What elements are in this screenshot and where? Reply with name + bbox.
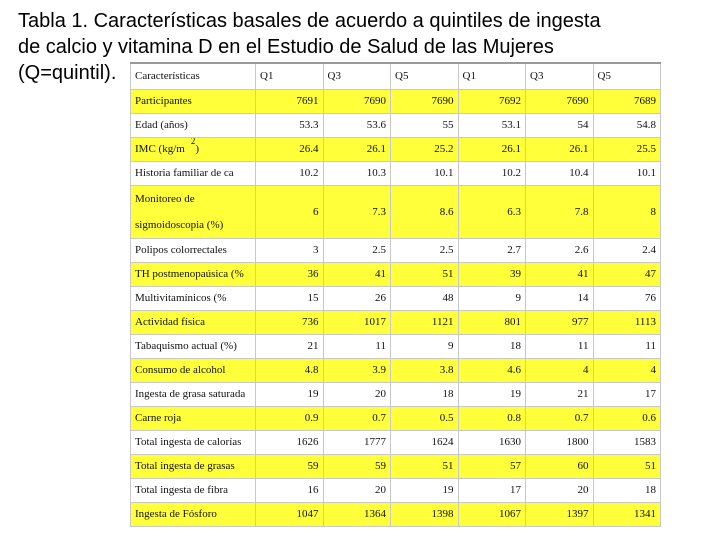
value-cell: 10.3 bbox=[323, 161, 391, 185]
value-cell: 7690 bbox=[323, 89, 391, 113]
row-label bbox=[131, 113, 256, 137]
row-label bbox=[131, 502, 256, 526]
row-label bbox=[131, 89, 256, 113]
value-cell: 1583 bbox=[593, 430, 661, 454]
value-cell: 9 bbox=[391, 334, 459, 358]
table-row bbox=[131, 358, 661, 382]
row-label-text: Consumo de alcohol bbox=[135, 364, 226, 376]
value-cell: 57 bbox=[458, 454, 526, 478]
value-cell: 0.7 bbox=[526, 406, 594, 430]
value-cell: 3 bbox=[256, 238, 324, 262]
row-label bbox=[131, 137, 256, 161]
table-row bbox=[131, 137, 661, 161]
value-cell: 4.6 bbox=[458, 358, 526, 382]
value-cell: 2.4 bbox=[593, 238, 661, 262]
row-label-superscript: 2 bbox=[190, 137, 196, 146]
table-row bbox=[131, 185, 661, 238]
value-cell: 1017 bbox=[323, 310, 391, 334]
row-label-text: Polipos colorrectales bbox=[135, 244, 227, 256]
row-label bbox=[131, 334, 256, 358]
header-q3-calcium: Q3 bbox=[323, 63, 391, 89]
value-cell: 2.5 bbox=[323, 238, 391, 262]
row-label bbox=[131, 454, 256, 478]
value-cell: 26 bbox=[323, 286, 391, 310]
value-cell: 7690 bbox=[526, 89, 594, 113]
table-row bbox=[131, 238, 661, 262]
value-cell: 1624 bbox=[391, 430, 459, 454]
value-cell: 8.6 bbox=[391, 185, 459, 238]
value-cell: 4 bbox=[593, 358, 661, 382]
row-label-text: TH postmenopaúsica (% bbox=[135, 268, 244, 280]
table-row bbox=[131, 454, 661, 478]
value-cell: 0.7 bbox=[323, 406, 391, 430]
table-row bbox=[131, 89, 661, 113]
row-label-text: Multivitamínicos (% bbox=[135, 292, 227, 304]
value-cell: 7690 bbox=[391, 89, 459, 113]
row-label-line-1: Monitoreo de bbox=[135, 192, 195, 205]
row-label-text: Historia familiar de ca bbox=[135, 167, 234, 179]
table-row bbox=[131, 310, 661, 334]
row-label bbox=[131, 406, 256, 430]
value-cell: 9 bbox=[458, 286, 526, 310]
table-row bbox=[131, 113, 661, 137]
row-label-text: Carne roja bbox=[135, 412, 182, 424]
value-cell: 10.2 bbox=[458, 161, 526, 185]
value-cell: 1047 bbox=[256, 502, 324, 526]
value-cell: 14 bbox=[526, 286, 594, 310]
value-cell: 39 bbox=[458, 262, 526, 286]
value-cell: 3.8 bbox=[391, 358, 459, 382]
value-cell: 20 bbox=[323, 478, 391, 502]
value-cell: 53.6 bbox=[323, 113, 391, 137]
value-cell: 54.8 bbox=[593, 113, 661, 137]
table-row bbox=[131, 478, 661, 502]
header-characteristics: Características bbox=[131, 63, 256, 89]
row-label-text: Ingesta de grasa saturada bbox=[135, 388, 246, 400]
row-label-text: Total ingesta de fibra bbox=[135, 484, 229, 496]
value-cell: 36 bbox=[256, 262, 324, 286]
header-q5-calcium: Q5 bbox=[391, 63, 459, 89]
header-q1-vitamin-d: Q1 bbox=[458, 63, 526, 89]
row-label-text: Total ingesta de calorías bbox=[135, 436, 242, 448]
value-cell: 53.3 bbox=[256, 113, 324, 137]
value-cell: 10.2 bbox=[256, 161, 324, 185]
value-cell: 736 bbox=[256, 310, 324, 334]
value-cell: 19 bbox=[391, 478, 459, 502]
value-cell: 3.9 bbox=[323, 358, 391, 382]
value-cell: 1777 bbox=[323, 430, 391, 454]
value-cell: 20 bbox=[323, 382, 391, 406]
value-cell: 4.8 bbox=[256, 358, 324, 382]
value-cell: 1397 bbox=[526, 502, 594, 526]
value-cell: 977 bbox=[526, 310, 594, 334]
value-cell: 47 bbox=[593, 262, 661, 286]
value-cell: 7.3 bbox=[323, 185, 391, 238]
value-cell: 60 bbox=[526, 454, 594, 478]
value-cell: 26.1 bbox=[458, 137, 526, 161]
value-cell: 25.5 bbox=[593, 137, 661, 161]
value-cell: 0.5 bbox=[391, 406, 459, 430]
value-cell: 7692 bbox=[458, 89, 526, 113]
header-q5-vitamin-d: Q5 bbox=[593, 63, 661, 89]
value-cell: 1121 bbox=[391, 310, 459, 334]
value-cell: 2.6 bbox=[526, 238, 594, 262]
value-cell: 1067 bbox=[458, 502, 526, 526]
caption-line-3: (Q=quintil). bbox=[18, 62, 117, 84]
row-label-line-2: sigmoidoscopia (%) bbox=[135, 218, 224, 231]
row-label bbox=[131, 238, 256, 262]
table-row bbox=[131, 286, 661, 310]
value-cell: 1113 bbox=[593, 310, 661, 334]
value-cell: 1800 bbox=[526, 430, 594, 454]
table-row bbox=[131, 334, 661, 358]
baseline-characteristics-table bbox=[130, 62, 661, 527]
row-label bbox=[131, 185, 256, 238]
value-cell: 55 bbox=[391, 113, 459, 137]
table-header-row bbox=[131, 63, 661, 89]
table-row bbox=[131, 161, 661, 185]
value-cell: 6.3 bbox=[458, 185, 526, 238]
value-cell: 76 bbox=[593, 286, 661, 310]
row-label bbox=[131, 310, 256, 334]
table-row bbox=[131, 502, 661, 526]
value-cell: 801 bbox=[458, 310, 526, 334]
value-cell: 2.7 bbox=[458, 238, 526, 262]
value-cell: 26.4 bbox=[256, 137, 324, 161]
value-cell: 1626 bbox=[256, 430, 324, 454]
header-q3-vitamin-d: Q3 bbox=[526, 63, 594, 89]
row-label-text: Participantes bbox=[135, 95, 192, 107]
value-cell: 51 bbox=[391, 454, 459, 478]
value-cell: 26.1 bbox=[526, 137, 594, 161]
table-row bbox=[131, 430, 661, 454]
caption-line-1: Tabla 1. Características basales de acuerdo a quintiles de ingesta bbox=[18, 10, 601, 32]
value-cell: 41 bbox=[323, 262, 391, 286]
row-label-text: Edad (años) bbox=[135, 119, 188, 131]
row-label-text: Actividad física bbox=[135, 316, 205, 328]
table-row bbox=[131, 262, 661, 286]
value-cell: 41 bbox=[526, 262, 594, 286]
value-cell: 10.1 bbox=[593, 161, 661, 185]
caption-line-2: de calcio y vitamina D en el Estudio de Salud de las Mujeres bbox=[18, 36, 554, 58]
value-cell: 4 bbox=[526, 358, 594, 382]
value-cell: 6 bbox=[256, 185, 324, 238]
row-label bbox=[131, 430, 256, 454]
value-cell: 53.1 bbox=[458, 113, 526, 137]
value-cell: 2.5 bbox=[391, 238, 459, 262]
value-cell: 7.8 bbox=[526, 185, 594, 238]
value-cell: 18 bbox=[593, 478, 661, 502]
value-cell: 17 bbox=[593, 382, 661, 406]
row-label bbox=[131, 161, 256, 185]
row-label-text: IMC (kg/m bbox=[135, 143, 185, 155]
row-label-text: Total ingesta de grasas bbox=[135, 460, 235, 472]
value-cell: 8 bbox=[593, 185, 661, 238]
value-cell: 10.4 bbox=[526, 161, 594, 185]
value-cell: 7691 bbox=[256, 89, 324, 113]
row-label bbox=[131, 286, 256, 310]
value-cell: 26.1 bbox=[323, 137, 391, 161]
value-cell: 51 bbox=[593, 454, 661, 478]
value-cell: 21 bbox=[256, 334, 324, 358]
value-cell: 54 bbox=[526, 113, 594, 137]
value-cell: 11 bbox=[526, 334, 594, 358]
value-cell: 21 bbox=[526, 382, 594, 406]
value-cell: 1341 bbox=[593, 502, 661, 526]
value-cell: 10.1 bbox=[391, 161, 459, 185]
value-cell: 0.9 bbox=[256, 406, 324, 430]
value-cell: 1630 bbox=[458, 430, 526, 454]
value-cell: 18 bbox=[391, 382, 459, 406]
row-label-text: Tabaquismo actual (%) bbox=[135, 340, 237, 352]
value-cell: 16 bbox=[256, 478, 324, 502]
value-cell: 19 bbox=[458, 382, 526, 406]
table-row bbox=[131, 382, 661, 406]
value-cell: 48 bbox=[391, 286, 459, 310]
value-cell: 11 bbox=[323, 334, 391, 358]
value-cell: 51 bbox=[391, 262, 459, 286]
value-cell: 19 bbox=[256, 382, 324, 406]
value-cell: 20 bbox=[526, 478, 594, 502]
value-cell: 18 bbox=[458, 334, 526, 358]
row-label bbox=[131, 358, 256, 382]
value-cell: 11 bbox=[593, 334, 661, 358]
row-label bbox=[131, 262, 256, 286]
value-cell: 59 bbox=[323, 454, 391, 478]
value-cell: 59 bbox=[256, 454, 324, 478]
value-cell: 0.8 bbox=[458, 406, 526, 430]
row-label-text: Ingesta de Fósforo bbox=[135, 508, 217, 520]
value-cell: 0.6 bbox=[593, 406, 661, 430]
value-cell: 25.2 bbox=[391, 137, 459, 161]
value-cell: 7689 bbox=[593, 89, 661, 113]
row-label-end: ) bbox=[195, 143, 199, 155]
header-q1-calcium: Q1 bbox=[256, 63, 324, 89]
row-label bbox=[131, 478, 256, 502]
value-cell: 1398 bbox=[391, 502, 459, 526]
table-row bbox=[131, 406, 661, 430]
value-cell: 15 bbox=[256, 286, 324, 310]
value-cell: 1364 bbox=[323, 502, 391, 526]
row-label bbox=[131, 382, 256, 406]
value-cell: 17 bbox=[458, 478, 526, 502]
